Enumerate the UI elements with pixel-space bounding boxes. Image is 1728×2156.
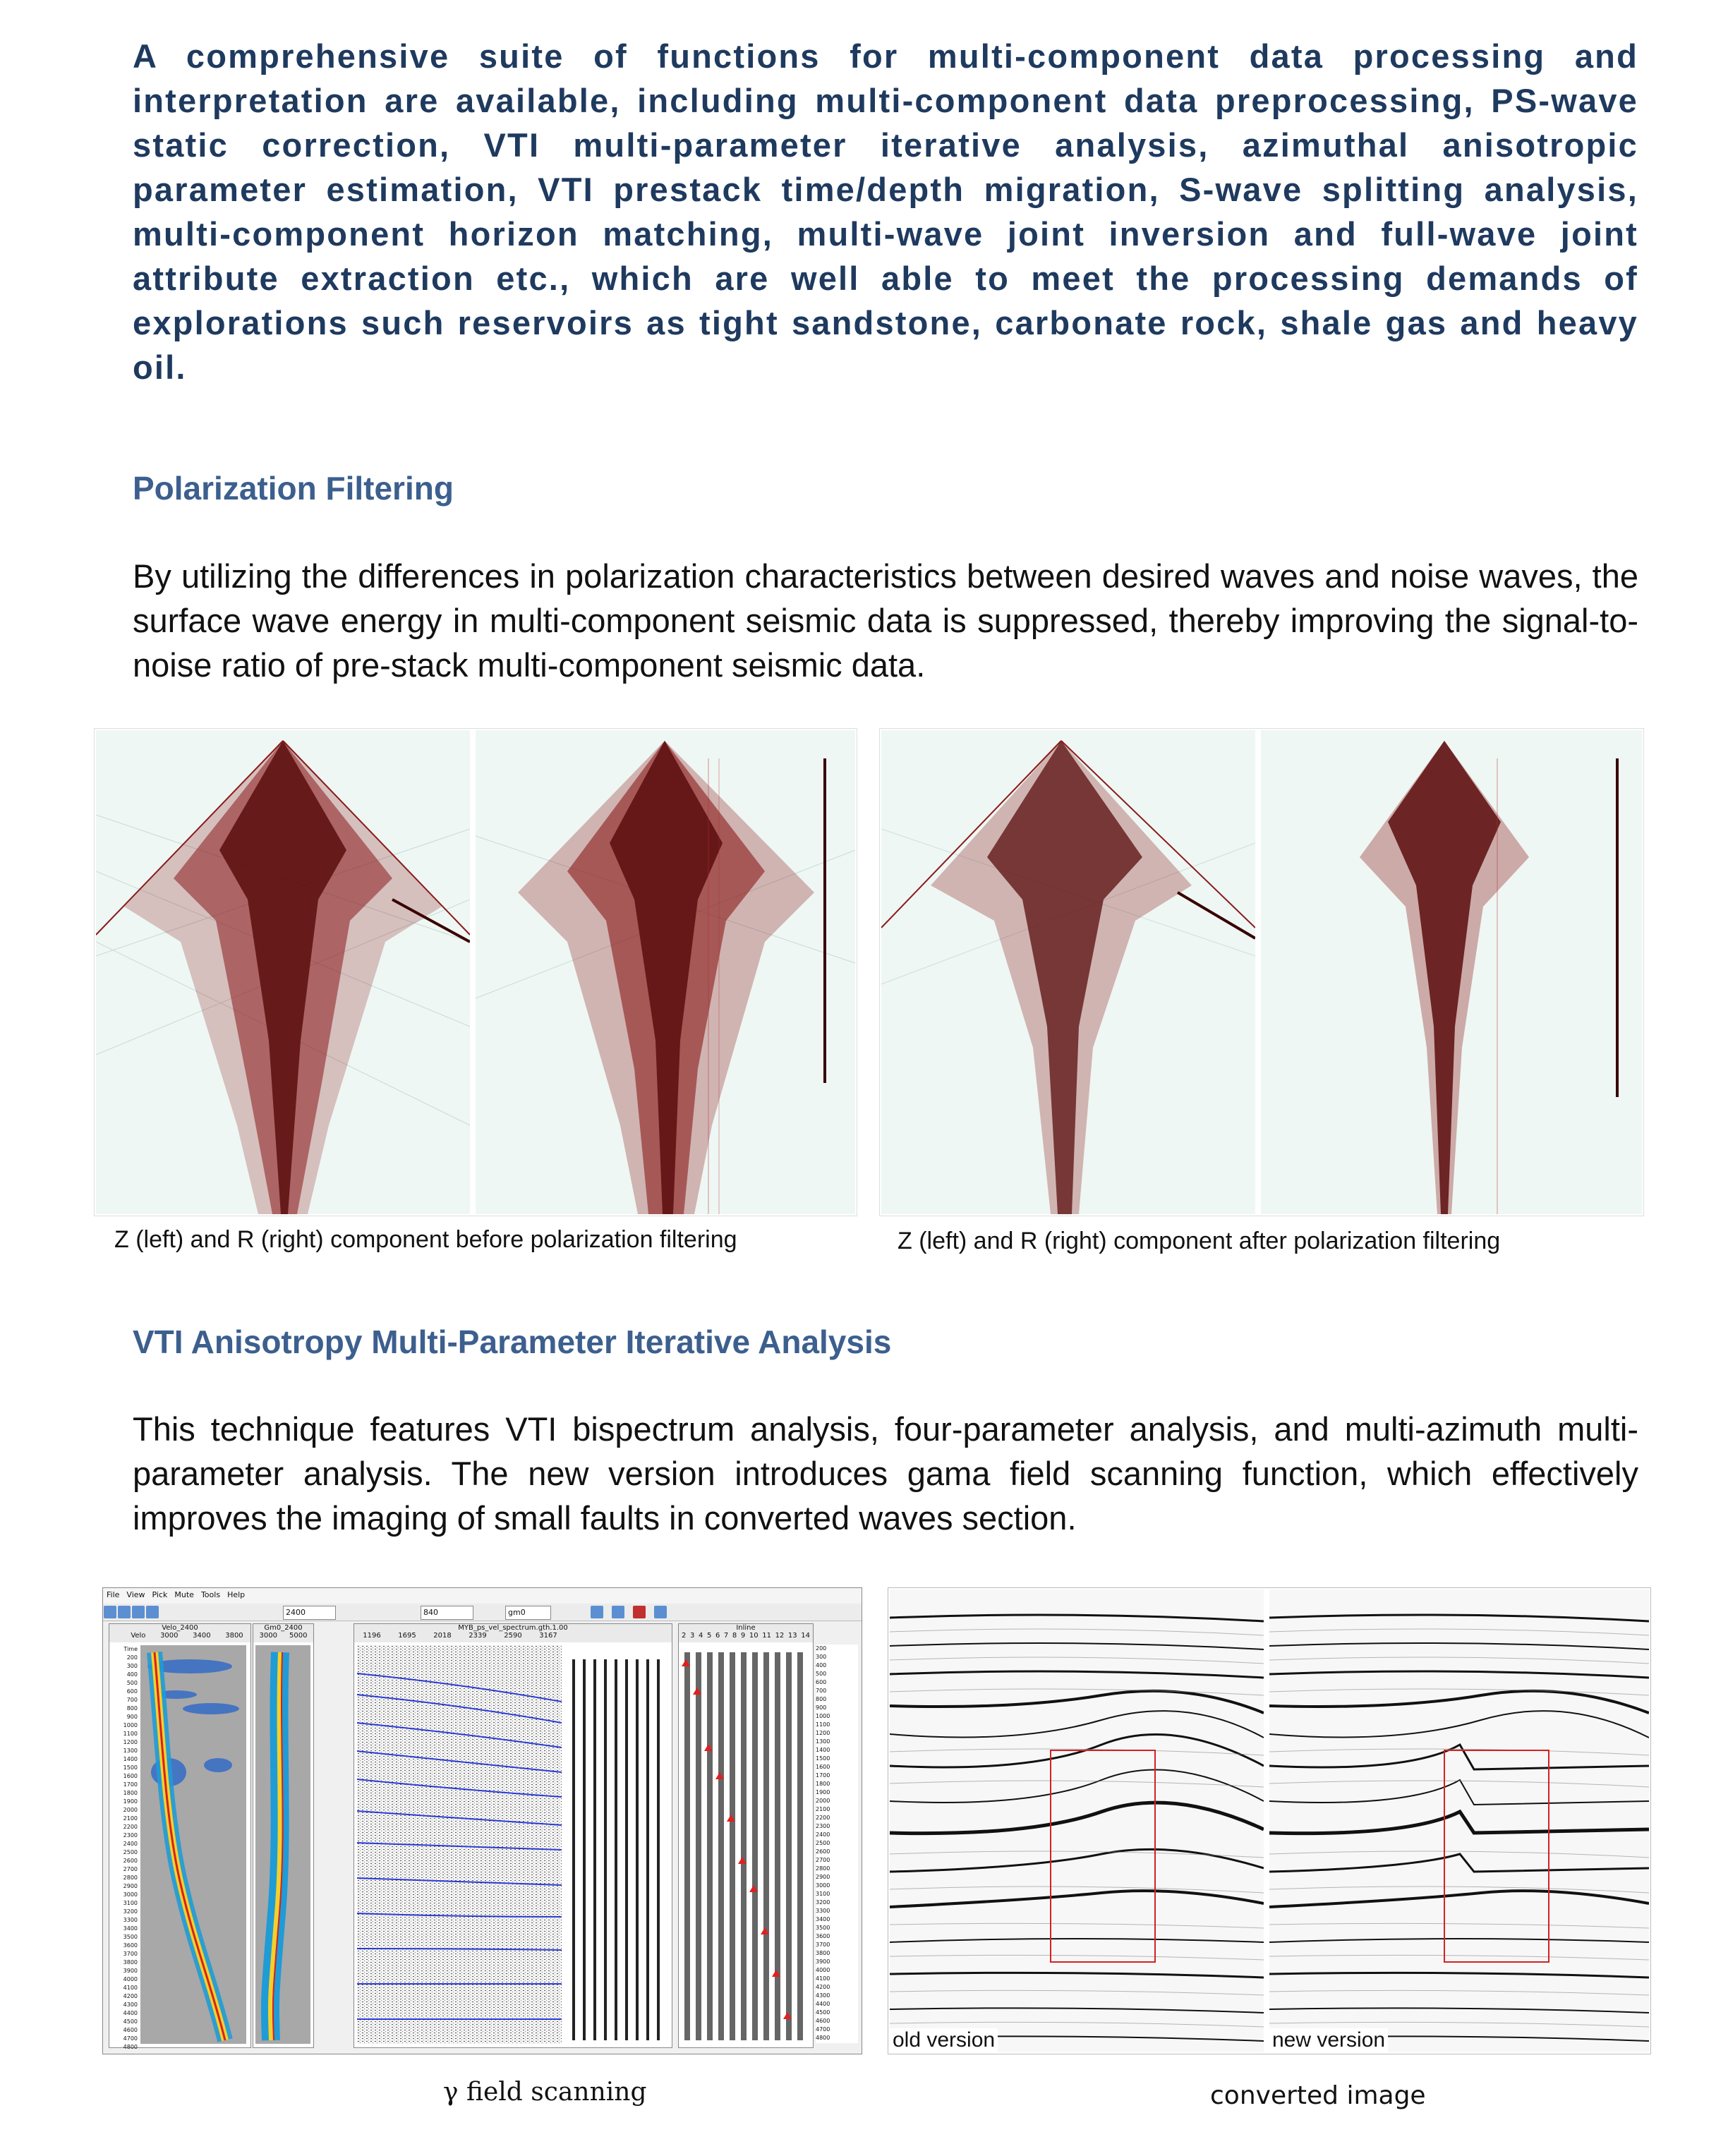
time-tick: 600 xyxy=(816,1679,827,1685)
inline-tick: 5 xyxy=(706,1632,712,1640)
time-tick: 2900 xyxy=(123,1883,138,1889)
time-tick: 300 xyxy=(816,1654,827,1660)
gamma-field[interactable]: gm0 xyxy=(505,1606,551,1620)
inline-tick: 10 xyxy=(749,1632,759,1640)
time-tick: 3600 xyxy=(816,1933,830,1939)
caption-gamma-field-scanning: γ field scanning xyxy=(443,2078,647,2107)
gamma-tick: 3000 xyxy=(259,1632,277,1640)
save-icon[interactable] xyxy=(104,1606,116,1618)
label-old-version: old version xyxy=(890,2028,998,2052)
caption-before-filtering: Z (left) and R (right) component before polarization filtering xyxy=(114,1226,737,1253)
time-tick: 3400 xyxy=(123,1925,138,1932)
gamma-tick: 5000 xyxy=(289,1632,308,1640)
inline-field[interactable]: 840 xyxy=(421,1606,473,1620)
time-tick: 4700 xyxy=(123,2035,138,2042)
time-tick: 2400 xyxy=(123,1841,138,1847)
time-tick: 2000 xyxy=(816,1798,830,1804)
time-tick: 3000 xyxy=(816,1882,830,1889)
filter-icon[interactable] xyxy=(612,1606,624,1618)
menu-view[interactable]: View xyxy=(126,1590,145,1599)
time-tick: 1400 xyxy=(816,1747,830,1753)
time-tick: 4300 xyxy=(123,2001,138,2008)
time-tick: 1000 xyxy=(816,1713,830,1719)
velocity-spectrum-plot[interactable] xyxy=(140,1645,246,2044)
time-tick: 1900 xyxy=(123,1798,138,1805)
time-tick: 3100 xyxy=(816,1891,830,1897)
velocity-tick: 3400 xyxy=(193,1632,211,1640)
inline-panel-title: Inline xyxy=(736,1624,756,1632)
time-tick: 1100 xyxy=(123,1731,138,1737)
time-tick: 3500 xyxy=(816,1925,830,1931)
time-tick: 400 xyxy=(816,1662,827,1669)
time-tick: 4500 xyxy=(123,2018,138,2025)
time-tick: 3200 xyxy=(123,1908,138,1915)
time-tick: 3900 xyxy=(123,1968,138,1974)
time-tick: 2800 xyxy=(816,1865,830,1872)
time-tick: 900 xyxy=(816,1704,827,1711)
time-tick: 500 xyxy=(126,1680,138,1686)
time-tick: 4800 xyxy=(123,2044,138,2050)
time-tick: 4700 xyxy=(816,2026,830,2033)
time-tick: 2100 xyxy=(816,1806,830,1812)
time-tick: 3000 xyxy=(123,1891,138,1898)
gamma-spectrum-panel xyxy=(253,1623,314,2048)
time-tick: 2800 xyxy=(123,1875,138,1881)
gather-panel xyxy=(354,1623,672,2048)
time-tick: 3300 xyxy=(123,1917,138,1923)
time-tick: 2500 xyxy=(816,1840,830,1846)
inline-panel xyxy=(678,1623,814,2048)
gamma-panel-title: Gm0_2400 xyxy=(264,1624,303,1632)
time-tick: 3500 xyxy=(123,1934,138,1940)
inline-plot[interactable] xyxy=(680,1645,811,2044)
zoom-out-icon[interactable] xyxy=(132,1606,145,1618)
seismic-old-version xyxy=(890,1589,1264,2052)
intro-paragraph: A comprehensive suite of functions for multi-component data processing and interpretation are available, including multi-component data preprocessing, PS-wave static correction, VTI multi-parameter iterative analysis, azimuthal anisotropic parameter estimation, VTI prestack time/depth migration, S-wave splitting analysis, multi-component horizon matching, multi-wave joint inversion and full-wave joint attribute extraction etc., which are well able to meet the processing demands of explorations such reservoirs as tight sandstone, carbonate rock, shale gas and heavy oil. xyxy=(133,37,1638,386)
time-tick: 2700 xyxy=(816,1857,830,1863)
gather-tick: 2339 xyxy=(469,1632,487,1640)
software-window xyxy=(102,1587,862,2054)
toolbar xyxy=(103,1604,862,1621)
velocity-panel-title: Velo_2400 xyxy=(162,1624,198,1632)
inline-tick: 6 xyxy=(715,1632,720,1640)
time-axis-right xyxy=(816,1645,858,2043)
time-tick: 1200 xyxy=(123,1739,138,1745)
velocity-tick: 3800 xyxy=(225,1632,243,1640)
time-tick: 1900 xyxy=(816,1789,830,1795)
menu-file[interactable]: File xyxy=(107,1590,120,1599)
time-tick: 4100 xyxy=(816,1975,830,1982)
time-tick: 1000 xyxy=(123,1722,138,1728)
inline-tick: 9 xyxy=(740,1632,746,1640)
time-tick: 4000 xyxy=(123,1976,138,1982)
time-tick: 4600 xyxy=(123,2027,138,2033)
seismic-z-before xyxy=(96,730,470,1214)
time-tick: 3300 xyxy=(816,1908,830,1914)
seismic-r-before xyxy=(476,730,855,1214)
time-tick: 2200 xyxy=(123,1824,138,1830)
time-tick: 300 xyxy=(126,1663,138,1669)
time-tick: 2200 xyxy=(816,1815,830,1821)
time-tick: 1300 xyxy=(816,1738,830,1745)
time-tick: 2900 xyxy=(816,1874,830,1880)
time-tick: 1400 xyxy=(123,1756,138,1762)
time-tick: 1700 xyxy=(123,1781,138,1788)
time-tick: 1800 xyxy=(123,1790,138,1796)
gather-tick: 2018 xyxy=(433,1632,452,1640)
time-tick: 2600 xyxy=(123,1858,138,1864)
caption-converted-image: converted image xyxy=(1210,2081,1426,2110)
time-tick: 2600 xyxy=(816,1848,830,1855)
section-heading-polarization: Polarization Filtering xyxy=(133,470,454,507)
seismic-z-after xyxy=(881,730,1255,1214)
time-tick: 4200 xyxy=(816,1984,830,1990)
time-tick: 800 xyxy=(816,1696,827,1702)
gather-plot[interactable] xyxy=(357,1645,667,2044)
time-axis-label: Time xyxy=(123,1646,138,1652)
pick-icon[interactable] xyxy=(591,1606,603,1618)
inline-tick: 2 xyxy=(682,1632,687,1640)
time-tick: 3900 xyxy=(816,1958,830,1965)
time-tick: 2300 xyxy=(816,1823,830,1829)
time-tick: 700 xyxy=(816,1688,827,1694)
time-tick: 1500 xyxy=(123,1764,138,1771)
time-tick: 4800 xyxy=(816,2035,830,2041)
inline-tick: 12 xyxy=(775,1632,785,1640)
time-tick: 200 xyxy=(126,1654,138,1661)
inline-tick: 14 xyxy=(801,1632,810,1640)
gamma-spectrum-plot[interactable] xyxy=(255,1645,310,2044)
cdp-field[interactable]: 2400 xyxy=(283,1606,336,1620)
zoom-fit-icon[interactable] xyxy=(146,1606,159,1618)
time-tick: 500 xyxy=(816,1671,827,1677)
gather-tick: 1196 xyxy=(363,1632,381,1640)
time-tick: 700 xyxy=(126,1697,138,1703)
label-new-version: new version xyxy=(1269,2028,1388,2052)
zoom-in-icon[interactable] xyxy=(118,1606,131,1618)
time-axis xyxy=(109,1645,138,2050)
time-tick: 2400 xyxy=(816,1831,830,1838)
inline-tick: 7 xyxy=(723,1632,729,1640)
time-tick: 1600 xyxy=(816,1764,830,1770)
time-tick: 200 xyxy=(816,1645,827,1652)
time-tick: 3100 xyxy=(123,1900,138,1906)
velocity-axis-label: Velo xyxy=(131,1632,146,1640)
gather-tick: 2590 xyxy=(504,1632,522,1640)
time-tick: 3800 xyxy=(123,1959,138,1966)
time-tick: 3600 xyxy=(123,1942,138,1949)
seismic-new-version xyxy=(1269,1589,1649,2052)
menu-pick[interactable]: Pick xyxy=(152,1590,168,1599)
time-tick: 1600 xyxy=(123,1773,138,1779)
time-tick: 1800 xyxy=(816,1781,830,1787)
gather-panel-title: MYB_ps_vel_spectrum.gth.1.00 xyxy=(458,1624,568,1632)
time-tick: 3700 xyxy=(123,1951,138,1957)
time-tick: 4300 xyxy=(816,1992,830,1999)
time-tick: 4100 xyxy=(123,1985,138,1991)
grid-icon[interactable] xyxy=(654,1606,667,1618)
section-heading-vti: VTI Anisotropy Multi-Parameter Iterative Analysis xyxy=(133,1324,892,1360)
seismic-r-after xyxy=(1261,730,1642,1214)
time-tick: 2000 xyxy=(123,1807,138,1813)
time-tick: 1200 xyxy=(816,1730,830,1736)
time-tick: 2300 xyxy=(123,1832,138,1839)
time-tick: 4000 xyxy=(816,1967,830,1973)
section-body-vti: This technique features VTI bispectrum analysis, four-parameter analysis, and multi-azimuth multi-parameter analysis. The new version introduces gama field scanning function, which effectively improves the imaging of small faults in converted waves section. xyxy=(133,1410,1638,1537)
gather-tick: 3167 xyxy=(539,1632,557,1640)
time-tick: 4400 xyxy=(123,2010,138,2016)
time-tick: 2500 xyxy=(123,1849,138,1855)
figure-after-filtering xyxy=(879,728,1644,1216)
time-tick: 600 xyxy=(126,1688,138,1695)
time-tick: 3200 xyxy=(816,1899,830,1906)
menu-tools[interactable]: Tools xyxy=(200,1590,221,1599)
inline-tick: 8 xyxy=(732,1632,737,1640)
time-tick: 1500 xyxy=(816,1755,830,1762)
menu-help[interactable]: Help xyxy=(227,1590,246,1599)
gather-tick: 1695 xyxy=(398,1632,416,1640)
time-tick: 2100 xyxy=(123,1815,138,1822)
time-tick: 4400 xyxy=(816,2001,830,2007)
time-tick: 900 xyxy=(126,1714,138,1720)
time-tick: 4600 xyxy=(816,2018,830,2024)
time-tick: 4200 xyxy=(123,1993,138,1999)
time-tick: 3400 xyxy=(816,1916,830,1922)
menu-bar xyxy=(103,1588,862,1604)
delete-icon[interactable] xyxy=(633,1606,646,1618)
time-tick: 800 xyxy=(126,1705,138,1712)
figure-before-filtering xyxy=(94,728,857,1216)
inline-tick: 13 xyxy=(787,1632,797,1640)
time-tick: 1700 xyxy=(816,1772,830,1779)
time-tick: 1300 xyxy=(123,1748,138,1754)
velocity-spectrum-panel xyxy=(109,1623,251,2048)
caption-after-filtering: Z (left) and R (right) component after polarization filtering xyxy=(898,1228,1501,1254)
time-tick: 4500 xyxy=(816,2009,830,2016)
time-tick: 1100 xyxy=(816,1721,830,1728)
velocity-tick: 3000 xyxy=(160,1632,179,1640)
inline-tick: 4 xyxy=(698,1632,703,1640)
menu-mute[interactable]: Mute xyxy=(174,1590,194,1599)
time-tick: 400 xyxy=(126,1671,138,1678)
section-body-polarization: By utilizing the differences in polarization characteristics between desired waves and noise waves, the surface wave energy in multi-component seismic data is suppressed, thereby improving the signal-to-noise ratio of pre-stack multi-component seismic data. xyxy=(133,557,1638,684)
time-tick: 3700 xyxy=(816,1942,830,1948)
time-tick: 3800 xyxy=(816,1950,830,1956)
inline-tick: 3 xyxy=(689,1632,695,1640)
time-tick: 2700 xyxy=(123,1866,138,1872)
converted-image-figure xyxy=(888,1587,1651,2054)
inline-tick: 11 xyxy=(762,1632,771,1640)
